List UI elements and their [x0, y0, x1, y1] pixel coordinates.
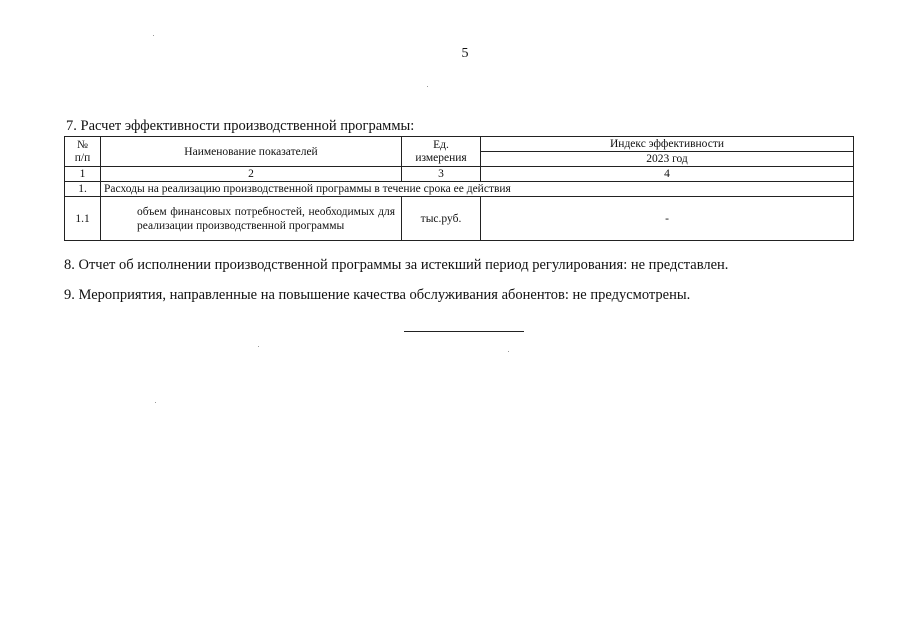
closing-rule [404, 331, 524, 332]
header-num: № п/п [65, 137, 101, 167]
header-name: Наименование показателей [101, 137, 402, 167]
page-number: 5 [461, 46, 469, 61]
scan-speck [155, 402, 156, 403]
scan-speck [258, 346, 259, 347]
header-year: 2023 год [481, 152, 854, 167]
row-name: объем финансовых потребностей, необходимых для реализации производственной программы [101, 197, 402, 241]
header-unit: Ед. измерения [402, 137, 481, 167]
row-unit: тыс.руб. [402, 197, 481, 241]
section-9-text: 9. Мероприятия, направленные на повышение качества обслуживания абонентов: не предусмотрены. [64, 287, 691, 303]
scan-speck [508, 351, 509, 352]
scan-speck [427, 86, 428, 87]
header-index: Индекс эффективности [481, 137, 854, 152]
col-number-2: 2 [101, 167, 402, 182]
col-number-3: 3 [402, 167, 481, 182]
group-row-text: Расходы на реализацию производственной программы в течение срока ее действия [101, 182, 854, 197]
column-number-row [65, 167, 854, 182]
table-row [65, 197, 854, 241]
group-row [65, 182, 854, 197]
col-number-1: 1 [65, 167, 101, 182]
scan-speck [153, 35, 154, 36]
group-row-num: 1. [65, 182, 101, 197]
table-header-row [65, 137, 854, 152]
col-number-4: 4 [481, 167, 854, 182]
section-8-text: 8. Отчет об исполнении производственной программы за истекший период регулирования: не представлен. [64, 257, 729, 273]
efficiency-table [64, 136, 854, 241]
row-num: 1.1 [65, 197, 101, 241]
section-7-title: 7. Расчет эффективности производственной программы: [66, 118, 415, 134]
row-value: - [481, 197, 854, 241]
